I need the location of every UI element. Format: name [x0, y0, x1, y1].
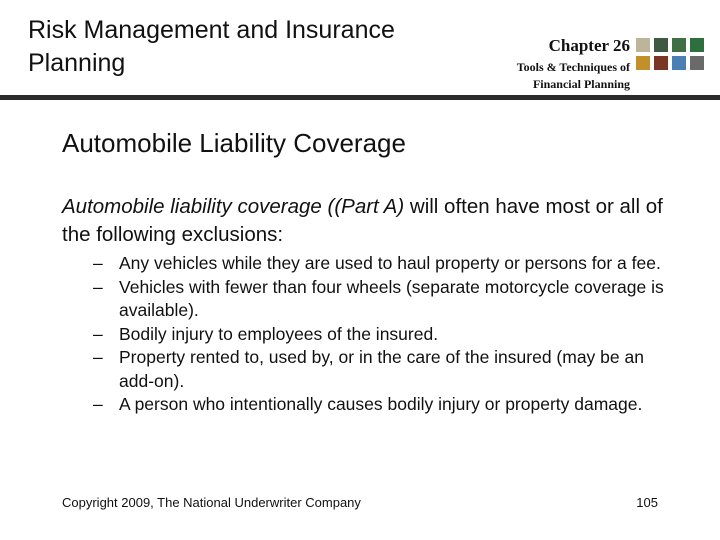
decorative-square — [636, 56, 650, 70]
bullet-dash: – — [93, 347, 103, 367]
decorative-square — [654, 38, 668, 52]
book-subtitle-line1: Tools & Techniques of — [516, 60, 630, 74]
slide-header — [0, 0, 720, 96]
page-number: 105 — [636, 495, 658, 510]
exclusions-list — [90, 252, 670, 417]
list-item-text: Vehicles with fewer than four wheels (separate motorcycle coverage is available). — [119, 276, 664, 320]
list-item — [90, 276, 670, 323]
list-item-text: A person who intentionally causes bodily injury or property damage. — [119, 394, 643, 414]
decorative-square — [636, 38, 650, 52]
list-item — [90, 393, 670, 417]
decorative-square — [654, 56, 668, 70]
decorative-square — [672, 56, 686, 70]
list-item-text: Any vehicles while they are used to haul property or persons for a fee. — [119, 253, 661, 273]
list-item — [90, 346, 670, 393]
copyright-notice: Copyright 2009, The National Underwriter Company — [62, 495, 361, 510]
book-subtitle-line2: Financial Planning — [532, 77, 630, 91]
decorative-square — [672, 38, 686, 52]
slide-title: Risk Management and Insurance Planning — [28, 16, 395, 77]
book-subtitle — [460, 59, 630, 93]
list-item-text: Bodily injury to employees of the insured. — [119, 323, 439, 344]
list-item-text: Property rented to, used by, or in the care of the insured (may be an add-on). — [119, 347, 644, 391]
header-divider — [0, 95, 720, 100]
intro-paragraph — [62, 193, 682, 249]
intro-text: will often have most or all of the following exclusions: — [62, 195, 663, 246]
intro-italic-text: Automobile liability coverage ((Part A) — [62, 195, 405, 218]
decorative-square — [690, 38, 704, 52]
decorative-squares — [634, 36, 718, 72]
bullet-dash: – — [93, 323, 103, 344]
bullet-dash: – — [93, 276, 103, 297]
chapter-label: Chapter 26 — [548, 36, 630, 55]
bullet-dash: – — [93, 394, 103, 414]
bullet-dash: – — [93, 253, 103, 273]
list-item — [90, 323, 670, 347]
list-item — [90, 252, 670, 276]
section-heading: Automobile Liability Coverage — [62, 128, 406, 158]
decorative-square — [690, 56, 704, 70]
